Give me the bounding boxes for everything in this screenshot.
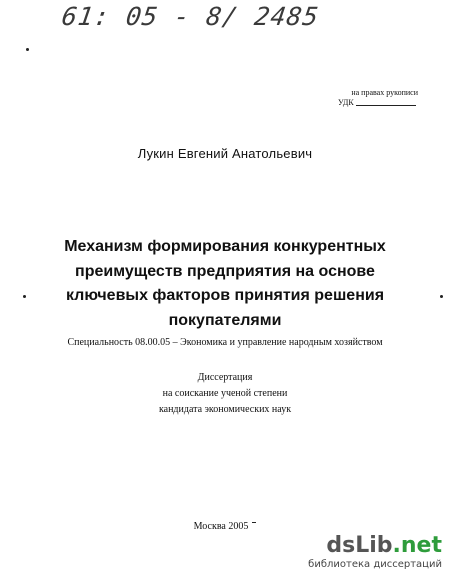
degree-line: кандидата экономических наук: [158, 404, 292, 415]
title-line: Механизм формирования конкурентных: [64, 238, 386, 255]
margin-dot: [26, 48, 29, 51]
author-name: Лукин Евгений Анатольевич: [137, 146, 313, 161]
degree-line: Диссертация: [197, 372, 253, 383]
dslib-logo: [282, 534, 442, 558]
title-line: преимуществ предприятия на основе: [75, 262, 375, 280]
dissertation-title: [60, 235, 390, 333]
rights-note: на правах рукописи: [351, 88, 418, 97]
margin-dot: [440, 295, 443, 298]
margin-dot: [23, 295, 26, 298]
watermark-subtitle: библиотека диссертаций: [308, 559, 442, 570]
manuscript-rights-block: [338, 88, 418, 108]
udk-label: УДК: [338, 98, 354, 107]
stray-mark: [252, 522, 256, 523]
title-line: ключевых факторов принятия решения: [65, 287, 385, 304]
logo-main: dsLib: [326, 533, 393, 558]
degree-line: на соискание ученой степени: [162, 388, 288, 399]
city-year: Москва 2005: [193, 521, 249, 532]
title-line: покупателями: [168, 311, 282, 329]
specialty-line: Специальность 08.00.05 – Экономика и управление народным хозяйством: [67, 337, 383, 348]
dissertation-degree-block: [0, 370, 450, 418]
handwritten-archive-code: 61: 05 - 8/ 2485: [59, 2, 321, 31]
logo-accent: .net: [392, 533, 442, 558]
dslib-watermark: [282, 534, 442, 572]
udk-blank-line: [356, 105, 416, 106]
city-year-block: [0, 521, 450, 532]
